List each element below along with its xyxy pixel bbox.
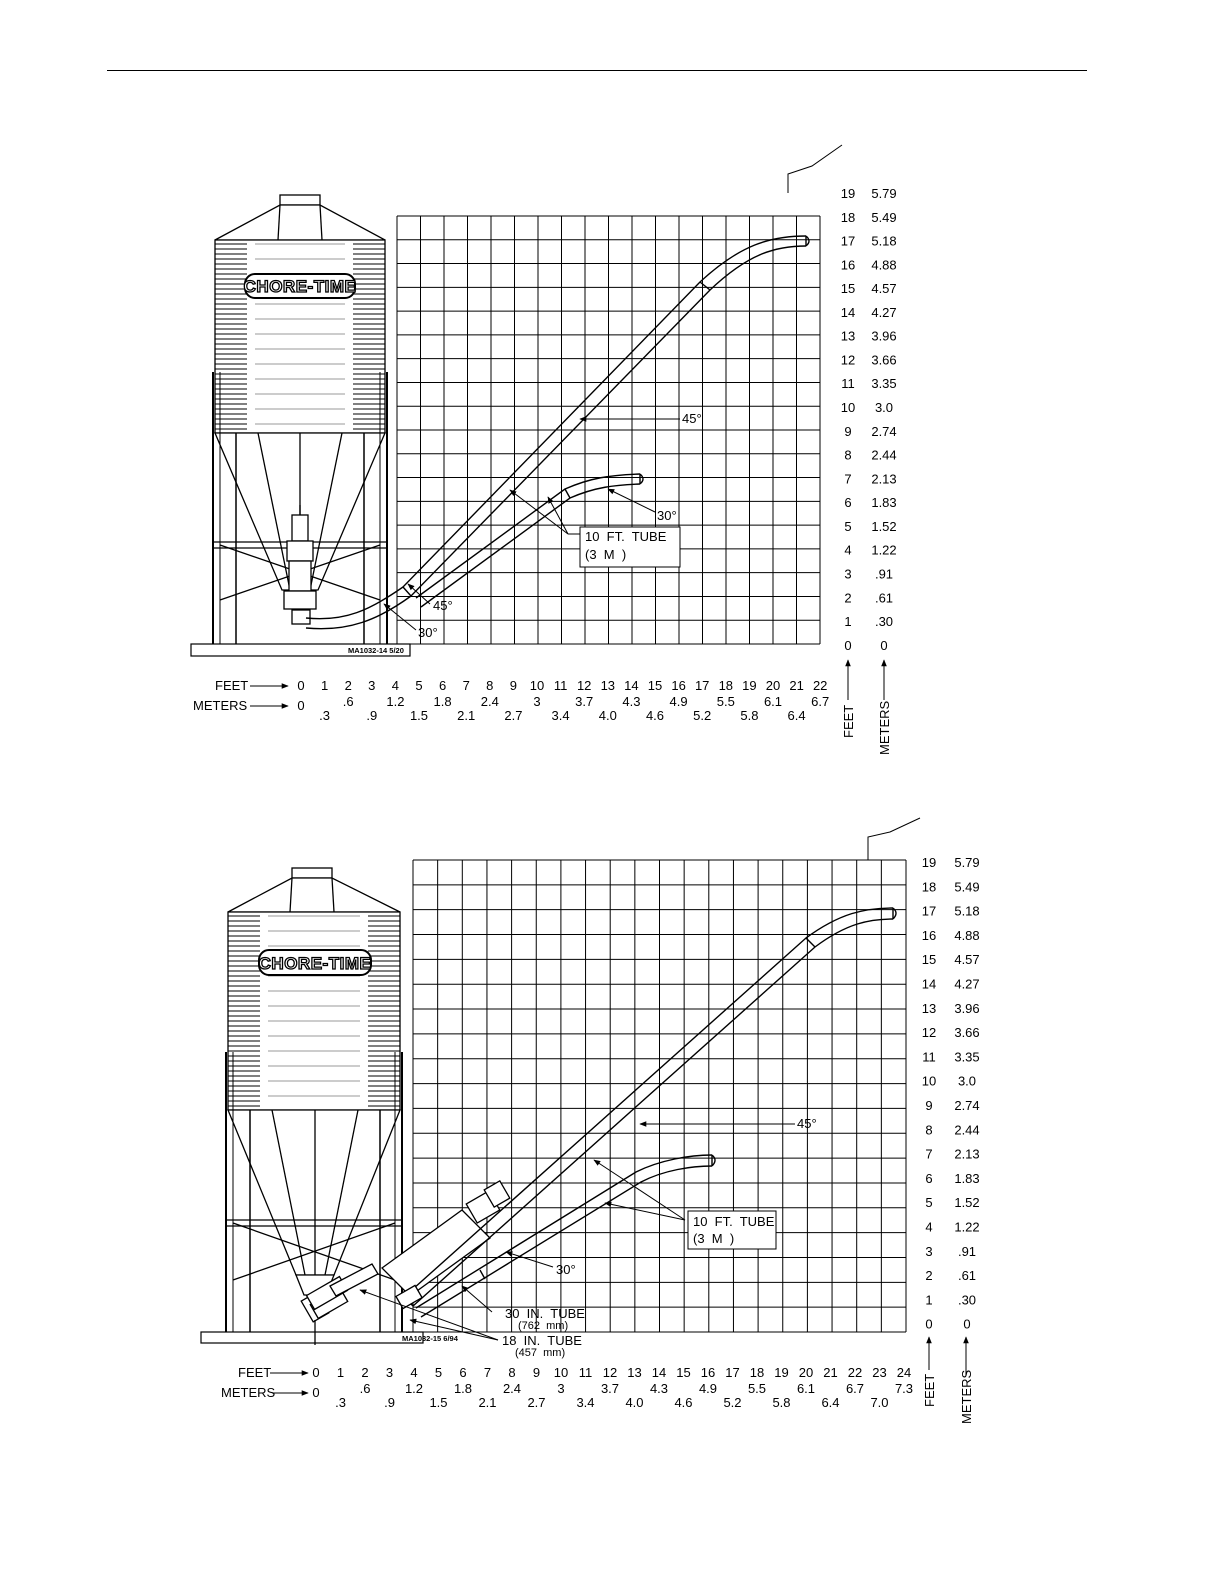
x-tick-meters: 5.2 [723,1395,742,1410]
x-tick-feet: 15 [647,678,663,693]
y-tick-feet: 3 [844,566,852,582]
x-tick-feet: 12 [602,1365,618,1380]
y-tick-feet: 16 [921,927,937,943]
y-tick-meters: 3.66 [954,1025,980,1041]
y-tick-feet: 11 [922,1049,936,1065]
diagram-1-svg [0,0,1224,780]
x-feet-label: FEET [238,1365,272,1380]
x-tick-feet: 1 [320,678,329,693]
label-30: 30° [556,1262,576,1277]
x-tick-meters: 3.4 [576,1395,595,1410]
y-tick-meters: 1.22 [871,542,897,558]
x-tick-feet: 0 [297,678,305,693]
y-tick-meters: 2.13 [954,1146,980,1162]
y-tick-meters: 5.18 [954,903,980,919]
x-tick-feet: 5 [434,1365,443,1380]
feed-bin [213,195,387,644]
y-tick-meters: 4.27 [871,304,897,320]
y-tick-meters: .61 [874,590,894,606]
y-tick-meters: 1.52 [871,518,897,534]
x-tick-meters: .6 [342,694,354,709]
y-tick-feet: 0 [844,637,852,653]
grid-breakout [788,145,842,193]
y-feet-label: FEET [841,704,856,738]
grid [397,216,820,644]
x-tick-feet: 3 [385,1365,394,1380]
y-tick-meters: 5.49 [954,879,980,895]
x-tick-meters: 2.7 [527,1395,546,1410]
y-tick-meters: .91 [874,566,894,582]
y-tick-meters: .30 [957,1292,977,1308]
x-tick-meters: 7.0 [870,1395,889,1410]
x-tick-meters: 3.7 [600,1381,620,1396]
y-tick-feet: 16 [840,257,856,273]
x-tick-meters: 5.2 [693,708,712,723]
y-tick-feet: 14 [840,304,856,320]
y-feet-label: FEET [922,1373,937,1407]
x-tick-meters: 6.1 [796,1381,816,1396]
x-tick-feet: 20 [798,1365,814,1380]
y-scale [922,855,980,1332]
x-feet-label: FEET [215,678,249,693]
y-tick-feet: 13 [921,1000,937,1016]
x-tick-meters: .3 [319,708,331,723]
x-tick-feet: 8 [508,1365,516,1380]
y-tick-meters: 1.52 [954,1195,980,1211]
y-tick-feet: 11 [841,376,855,392]
y-tick-feet: 17 [921,903,937,919]
y-tick-meters: 2.74 [871,423,897,439]
x-tick-meters: .9 [384,1395,395,1410]
y-tick-feet: 9 [925,1098,933,1113]
x-tick-feet: 4 [391,678,400,693]
x-tick-feet: 11 [553,678,568,693]
label-base-45: 45° [433,598,453,613]
y-tick-feet: 4 [844,542,852,558]
y-tick-feet: 10 [840,400,856,416]
y-tick-meters: 2.44 [954,1122,980,1138]
x-tick-meters: 2.7 [504,708,523,723]
x-tick-meters: 6.4 [787,708,806,723]
y-tick-feet: 12 [840,352,856,368]
x-tick-meters: 3 [557,1381,565,1396]
x-tick-meters: .6 [359,1381,371,1396]
x-tick-meters: 3.4 [551,708,570,723]
x-tick-meters: .3 [335,1395,346,1410]
y-tick-meters: 3.66 [871,352,897,368]
x-tick-meters: 5.5 [747,1381,767,1396]
x-tick-feet: 9 [532,1365,541,1380]
y-tick-meters: 5.79 [871,186,897,201]
y-tick-meters: 3.96 [954,1000,980,1016]
tube-label-line1: 10 FT. TUBE [693,1214,775,1229]
x-tick-feet: 8 [486,678,494,693]
x-tick-feet: 3 [368,678,376,693]
y-tick-feet: 1 [844,614,852,630]
y-meters-label: METERS [877,700,892,755]
x-tick-feet: 19 [774,1365,789,1380]
y-tick-meters: 4.88 [954,927,980,943]
y-tick-meters: 3.35 [954,1049,980,1065]
x-tick-meters: 4.6 [674,1395,693,1410]
x-tick-meters: 7.3 [894,1381,914,1396]
grid [413,860,906,1332]
y-tick-meters: .91 [957,1243,977,1259]
x-tick-feet: 7 [462,678,470,693]
y-tick-feet: 2 [925,1268,933,1284]
x-tick-meters: 5.8 [772,1395,791,1410]
x-tick-feet: 2 [344,678,352,693]
x-tick-meters: 0 [297,698,305,713]
x-tick-meters: 4.0 [625,1395,644,1410]
label-45: 45° [682,411,702,426]
y-tick-feet: 19 [921,855,937,870]
y-tick-meters: 2.13 [871,471,897,487]
x-tick-meters: 2.4 [480,694,499,709]
bin-vent-cap [280,195,320,205]
x-tick-meters: .9 [366,708,378,723]
y-tick-feet: 15 [921,952,937,968]
label-18in-line2: (457 mm) [515,1347,566,1359]
y-tick-feet: 18 [921,879,937,895]
x-tick-feet: 1 [336,1365,345,1380]
y-tick-feet: 18 [840,209,856,225]
y-tick-meters: 2.44 [871,447,897,463]
x-tick-feet: 17 [694,678,710,693]
x-tick-meters: 1.2 [404,1381,424,1396]
x-tick-feet: 18 [718,678,734,693]
x-tick-meters: 1.8 [433,694,452,709]
y-tick-meters: 0 [880,637,888,653]
y-tick-meters: 1.83 [871,495,897,511]
y-tick-meters: 5.49 [871,209,897,225]
y-scale [841,186,897,653]
x-tick-meters: 3.7 [575,694,594,709]
x-tick-meters: 2.4 [502,1381,522,1396]
y-tick-feet: 6 [844,495,852,511]
x-tick-feet: 7 [483,1365,492,1380]
label-30in-line2: (762 mm) [518,1320,569,1332]
x-tick-feet: 9 [509,678,518,693]
x-tick-feet: 19 [742,678,757,693]
y-tick-meters: 3.0 [957,1073,977,1089]
x-tick-meters: 6.4 [821,1395,840,1410]
label-base-30: 30° [418,625,438,640]
leader-30 [506,1252,553,1267]
x-tick-feet: 13 [627,1365,642,1380]
y-tick-meters: 2.74 [954,1098,980,1113]
diagram-2-svg [0,780,1224,1584]
x-tick-feet: 16 [700,1365,716,1380]
x-tick-feet: 13 [600,678,616,693]
x-tick-meters: 1.8 [453,1381,473,1396]
x-tick-feet: 21 [789,678,804,693]
y-tick-meters: 0 [963,1316,971,1332]
x-tick-meters: 0 [312,1385,320,1400]
x-tick-feet: 22 [812,678,828,693]
x-scale [312,1365,913,1410]
y-tick-meters: 5.79 [954,855,980,870]
x-tick-meters: 5.5 [716,694,735,709]
x-tick-meters: 1.2 [386,694,405,709]
x-tick-feet: 10 [529,678,545,693]
x-scale [297,678,829,723]
x-tick-feet: 0 [312,1365,320,1380]
x-tick-feet: 14 [651,1365,667,1380]
y-tick-feet: 19 [840,186,856,201]
y-tick-feet: 15 [840,281,856,297]
x-tick-feet: 6 [438,678,447,693]
x-tick-meters: 6.7 [811,694,830,709]
y-tick-meters: 5.18 [871,233,897,249]
diagram-elbow-tubes [0,780,1224,1584]
y-tick-feet: 2 [844,590,852,606]
y-tick-feet: 7 [925,1146,933,1162]
x-tick-feet: 18 [749,1365,765,1380]
label-45: 45° [797,1116,817,1131]
y-tick-meters: 3.35 [871,376,897,392]
y-tick-meters: 4.57 [871,281,897,297]
y-tick-feet: 10 [921,1073,937,1089]
drawing-number: MA1032-15 6/94 [402,1334,458,1343]
y-tick-feet: 14 [921,976,937,992]
bin-logo: CHORE-TIME [243,277,357,296]
x-tick-feet: 11 [578,1365,593,1380]
y-tick-feet: 17 [840,233,856,249]
drawing-number: MA1032-14 5/20 [348,646,404,655]
x-tick-feet: 5 [415,678,423,693]
x-tick-feet: 21 [823,1365,838,1380]
label-18in-line1: 18 IN. TUBE [502,1333,582,1348]
y-tick-meters: 4.88 [871,257,897,273]
x-meters-label: METERS [193,698,248,713]
x-tick-meters: 2.1 [457,708,476,723]
x-tick-meters: 4.3 [649,1381,669,1396]
x-tick-feet: 2 [361,1365,369,1380]
y-tick-meters: 3.0 [874,400,894,416]
y-tick-feet: 7 [844,471,852,487]
y-tick-meters: .30 [874,614,894,630]
x-tick-feet: 4 [410,1365,418,1380]
y-tick-feet: 8 [925,1122,933,1138]
y-tick-feet: 3 [925,1243,933,1259]
y-tick-feet: 5 [925,1195,933,1211]
x-tick-feet: 6 [459,1365,467,1380]
label-30in-line1: 30 IN. TUBE [505,1306,585,1321]
bin-hopper [228,1110,400,1275]
grid-breakout [868,818,920,860]
x-tick-feet: 23 [872,1365,887,1380]
y-meters-label: METERS [959,1369,974,1424]
x-tick-meters: 2.1 [478,1395,497,1410]
x-tick-feet: 10 [553,1365,569,1380]
y-tick-feet: 0 [925,1316,933,1332]
y-tick-meters: 1.22 [954,1219,980,1235]
y-tick-meters: .61 [957,1268,977,1284]
label-30: 30° [657,508,677,523]
x-tick-meters: 4.0 [598,708,617,723]
x-tick-feet: 22 [847,1365,863,1380]
x-tick-meters: 4.9 [698,1381,718,1396]
x-tick-meters: 4.6 [645,708,665,723]
x-tick-feet: 14 [624,678,639,693]
base-slab [201,1332,423,1343]
x-tick-meters: 4.3 [622,694,641,709]
x-tick-feet: 16 [671,678,686,693]
x-tick-meters: 4.9 [669,694,688,709]
y-tick-feet: 5 [844,518,852,534]
x-tick-feet: 15 [676,1365,691,1380]
leader-base-30 [384,604,416,630]
y-tick-meters: 1.83 [954,1170,980,1186]
y-tick-feet: 9 [844,423,852,439]
y-tick-feet: 12 [921,1025,937,1041]
x-meters-label: METERS [221,1385,276,1400]
leader-30in [462,1286,492,1312]
bin-logo: CHORE-TIME [258,954,372,973]
y-tick-feet: 13 [840,328,856,344]
x-tick-meters: 6.7 [845,1381,865,1396]
y-tick-feet: 8 [844,447,852,463]
x-tick-feet: 12 [576,678,592,693]
y-tick-feet: 4 [925,1219,933,1235]
y-tick-meters: 4.27 [954,976,980,992]
x-tick-meters: 1.5 [409,708,429,723]
x-tick-feet: 20 [765,678,781,693]
x-tick-meters: 6.1 [763,694,783,709]
y-tick-meters: 3.96 [871,328,897,344]
x-tick-meters: 1.5 [429,1395,448,1410]
x-tick-meters: 5.8 [740,708,759,723]
x-tick-feet: 17 [725,1365,740,1380]
y-tick-meters: 4.57 [954,952,980,968]
x-tick-meters: 3 [533,694,541,709]
y-tick-feet: 6 [925,1170,933,1186]
x-tick-feet: 24 [896,1365,912,1380]
bin-roof [215,205,385,240]
tube-label-line1: 10 FT. TUBE [585,529,667,544]
tube-label-line2: (3 M ) [585,547,627,562]
y-tick-feet: 1 [925,1292,933,1308]
diagram-45-30 [0,0,1224,780]
tube-label-line2: (3 M ) [693,1231,735,1246]
